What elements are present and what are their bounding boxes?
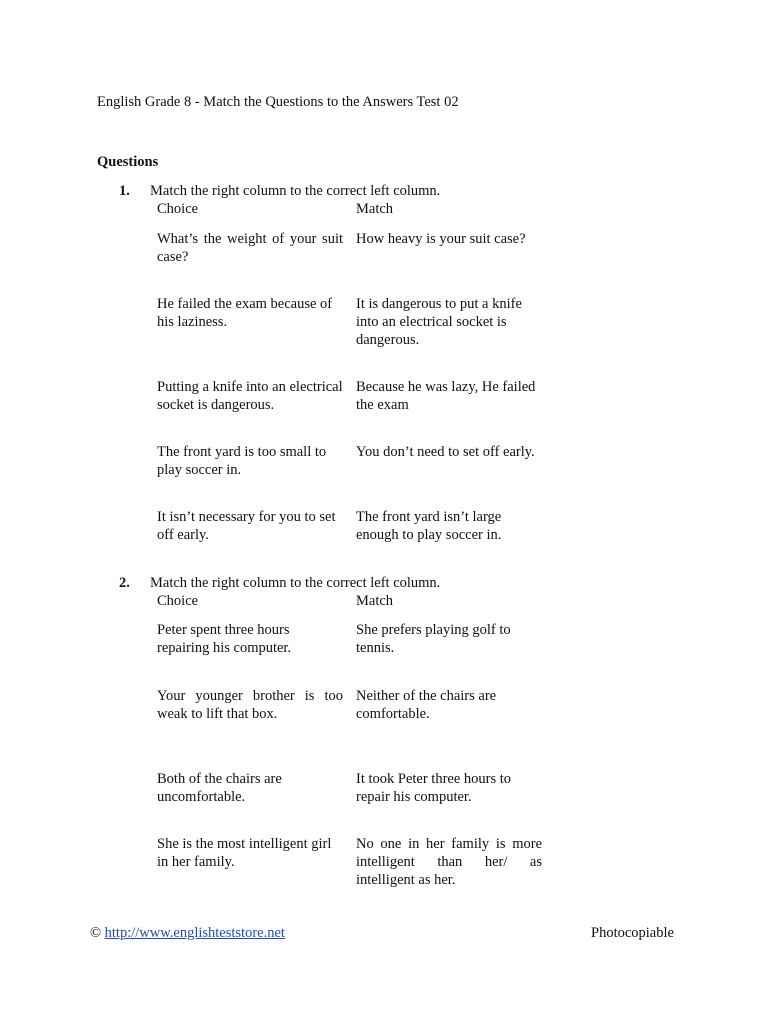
choice-cell: The front yard is too small to play soccer in. [157,444,327,478]
choice-cell: It isn’t necessary for you to set off early. [157,509,336,543]
match-cell: It is dangerous to put a knife into an electrical socket is dangerous. [356,296,522,348]
document-title: English Grade 8 - Match the Questions to the Answers Test 02 [97,94,459,110]
match-column-header: Match [356,201,394,217]
choice-cell: She is the most intelligent girl in her family. [157,836,332,870]
choice-column-header: Choice [157,201,199,217]
choice-cell: Putting a knife into an electrical socket is dangerous. [157,379,343,413]
match-cell: Because he was lazy, He failed the exam [356,379,536,413]
choice-cell: Your younger brother is too weak to lift that box. [157,688,343,722]
section-heading-questions: Questions [97,154,159,170]
copyright-symbol: © [90,925,102,941]
choice-column-header: Choice [157,593,199,609]
footer-photocopiable-note: Photocopiable [591,925,674,941]
choice-cell: Both of the chairs are uncomfortable. [157,771,282,805]
match-cell: She prefers playing golf to tennis. [356,622,511,656]
match-cell: The front yard isn’t large enough to play soccer in. [356,509,502,543]
match-cell: You don’t need to set off early. [356,444,535,460]
match-cell: How heavy is your suit case? [356,231,526,247]
choice-cell: He failed the exam because of his laziness. [157,296,333,330]
footer-website-link[interactable]: http://www.englishteststore.net [104,925,285,941]
footer-copyright [90,924,285,942]
match-cell: It took Peter three hours to repair his computer. [356,771,512,805]
question-instruction: Match the right column to the correct left column. [150,575,441,591]
choice-cell: What’s the weight of your suit case? [157,231,343,265]
match-cell: Neither of the chairs are comfortable. [356,688,497,722]
question-number: 1. [119,183,130,199]
question-instruction: Match the right column to the correct left column. [150,183,441,199]
question-number: 2. [119,575,130,591]
choice-cell: Peter spent three hours repairing his computer. [157,622,292,656]
match-column-header: Match [356,593,394,609]
match-cell: No one in her family is more intelligent than her/ as intelligent as her. [356,836,542,888]
